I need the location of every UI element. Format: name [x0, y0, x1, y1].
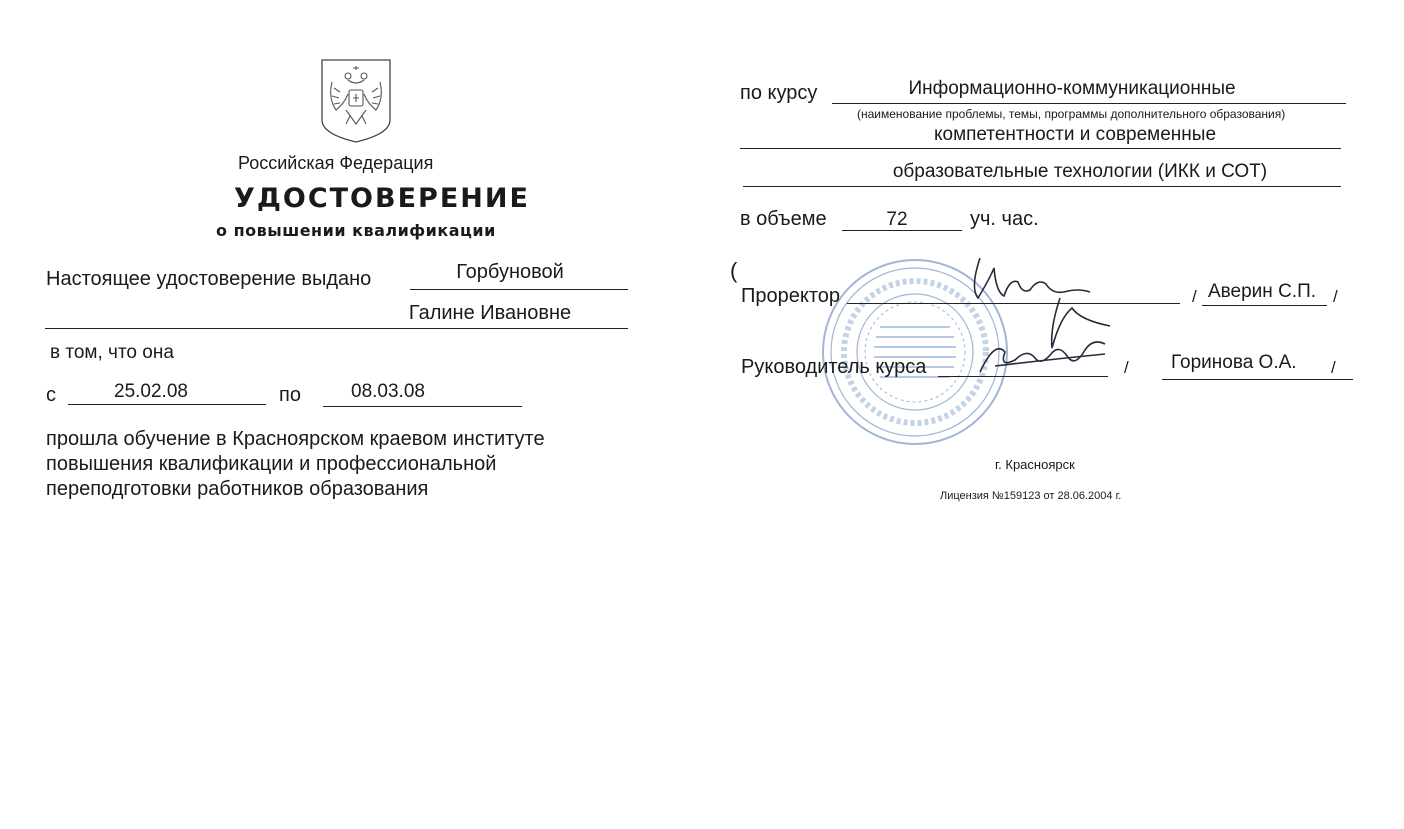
document-subtitle: о повышении квалификации: [216, 221, 496, 240]
city: г. Красноярск: [995, 457, 1075, 472]
coat-of-arms-emblem: [320, 58, 392, 144]
given-names-line: [45, 328, 628, 329]
to-label: по: [279, 384, 301, 406]
to-date-line: [323, 406, 522, 407]
course-line-1: [832, 103, 1346, 104]
surname-line: [410, 289, 628, 290]
course-value-1: Информационно-коммуникационные: [908, 78, 1236, 99]
course-line-2: [740, 148, 1341, 149]
director-name-line: [1162, 379, 1353, 380]
body-line-2: повышения квалификации и профессиональной: [46, 453, 497, 475]
margin-mark: (: [730, 258, 738, 283]
prorector-slash-right: /: [1333, 287, 1338, 306]
course-field-note: (наименование проблемы, темы, программы дополнительного образования): [857, 107, 1286, 121]
issued-label: Настоящее удостоверение выдано: [46, 268, 372, 290]
given-names-value: Галине Ивановне: [408, 302, 572, 324]
prorector-label: Проректор: [741, 285, 841, 307]
country-name: Российская Федерация: [238, 153, 434, 173]
volume-value: 72: [886, 209, 908, 230]
prorector-name-line: [1202, 305, 1327, 306]
director-label: Руководитель курса: [741, 356, 927, 378]
volume-unit: уч. час.: [970, 208, 1039, 230]
body-line-1: прошла обучение в Красноярском краевом институте: [46, 428, 545, 450]
from-date-value: 25.02.08: [114, 381, 188, 402]
that-label: в том, что она: [50, 342, 174, 363]
director-signature: [975, 330, 1120, 380]
from-label: с: [46, 384, 56, 406]
director-slash-left: /: [1124, 358, 1129, 377]
to-date-value: 08.03.08: [351, 381, 425, 402]
prorector-signature-line: [847, 303, 1180, 304]
course-label: по курсу: [740, 82, 818, 104]
body-line-3: переподготовки работников образования: [46, 478, 429, 500]
director-slash-right: /: [1331, 358, 1336, 377]
course-line-3: [743, 186, 1341, 187]
surname-value: Горбуновой: [456, 261, 564, 283]
volume-label: в объеме: [740, 208, 827, 230]
prorector-slash-left: /: [1192, 287, 1197, 306]
from-date-line: [68, 404, 266, 405]
course-value-3: образовательные технологии (ИКК и СОТ): [892, 161, 1268, 182]
document-title: УДОСТОВЕРЕНИЕ: [234, 183, 530, 214]
prorector-name: Аверин С.П.: [1208, 281, 1317, 302]
course-value-2: компетентности и современные: [933, 124, 1217, 145]
director-name: Горинова О.А.: [1171, 352, 1297, 373]
license: Лицензия №159123 от 28.06.2004 г.: [940, 490, 1122, 502]
director-signature-line: [938, 376, 1108, 377]
